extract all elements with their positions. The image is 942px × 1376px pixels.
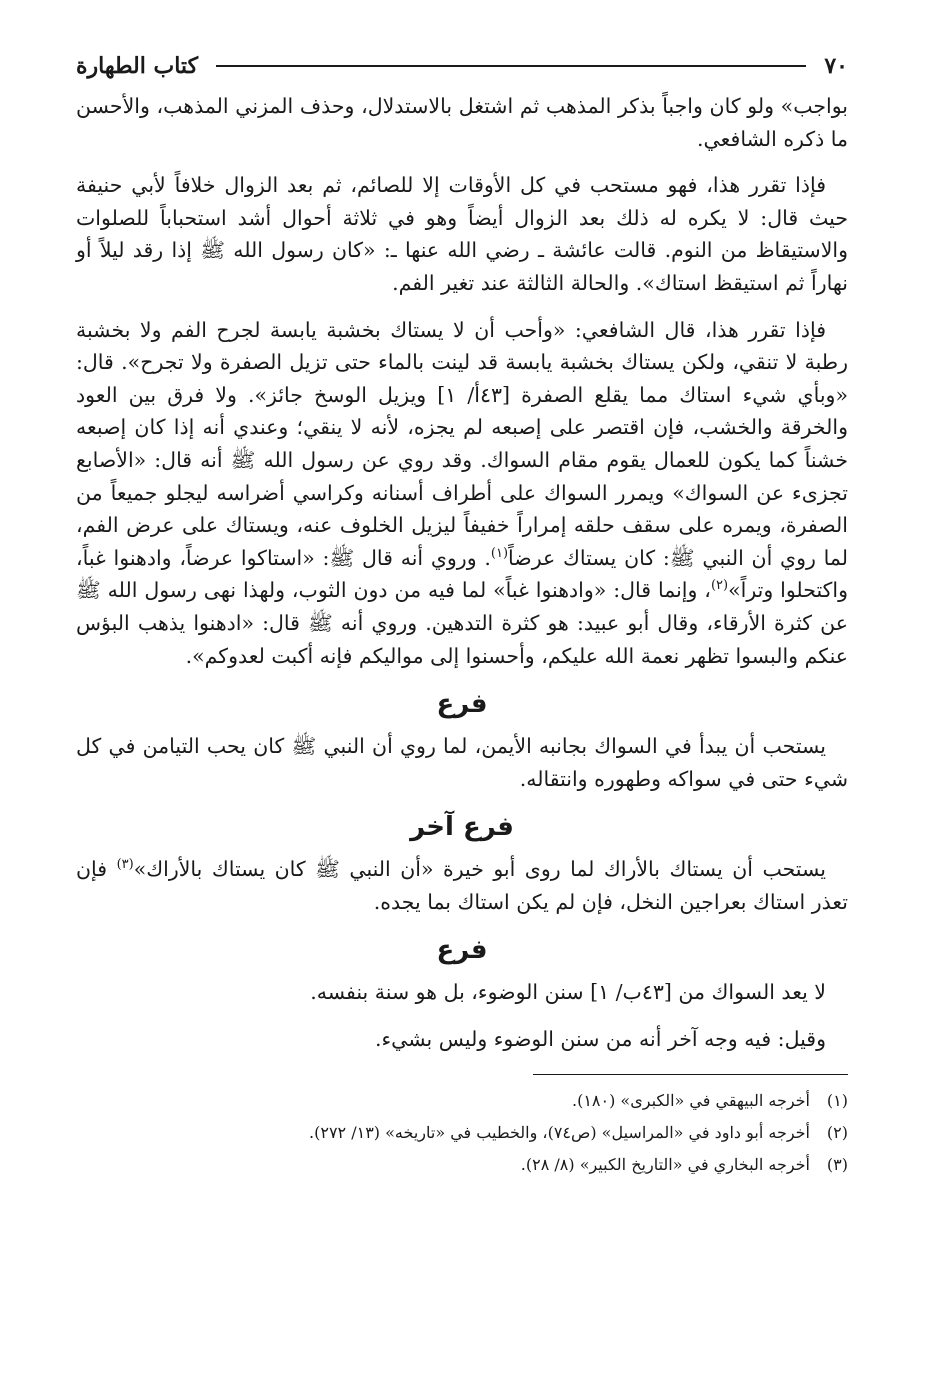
paragraph-not-wudu-sunna: لا يعد السواك من [٤٣ب/ ١] سنن الوضوء، بل هو سنة بنفسه.	[310, 980, 826, 1005]
footnotes	[76, 1085, 848, 1181]
paragraph-text: فإذا تقرر هذا، قال الشافعي: «وأحب أن لا يستاك بخشبة يابسة لجرح الفم ولا بخشبة رطبة لا تنقي، ولكن يستاك بخشبة يابسة قد لينت بالماء حتى تزيل الصفرة ولا تجرح». قال: «وبأي شيء استاك مما يقلع الصفرة [٤٣أ/ ١] ويزيل الوسخ جائز». ولا فرق بين العود والخرقة والخشب، فإن اقتصر على إصبعه لم يجزه، لأنه لا ينقي؛ وعندي أنه إذا كان إصبعه خشناً كما يكون للعمال يقوم مقام السواك. وقد روي عن رسول الله ﷺ أنه قال: «الأصابع تجزىء عن السواك» ويمرر السواك على أطراف أسنانه وكراسي أضراسه ليجلو جميعاً من الصفرة، ويمره على سقف حلقه إمراراً خفيفاً ليزيل الخلوف عنه، ويستاك على عرض الفم، لما روي أن النبي ﷺ: كان يستاك عرضاً	[76, 317, 849, 570]
footnote-text: أخرجه البخاري في «التاريخ الكبير» (٨/ ٢٨).	[520, 1154, 810, 1174]
footnote-2	[76, 1117, 848, 1149]
paragraph-text: فإن تعذر استاك بعراجين النخل، فإن لم يكن استاك بما يجده.	[76, 857, 848, 914]
page-number: ٧٠	[824, 53, 848, 79]
footnote-rule	[533, 1074, 848, 1075]
paragraph-continuation: بواجب» ولو كان واجباً بذكر المذهب ثم اشتغل بالاستدلال، وحذف المزني المذهب، والأحسن ما ذكره الشافعي.	[76, 94, 848, 151]
footnote-number: (٢)	[826, 1122, 848, 1142]
header-rule	[216, 65, 806, 67]
page-header	[76, 44, 848, 88]
section-heading-far-akhar: فرع آخر	[410, 812, 514, 843]
running-title: كتاب الطهارة	[76, 53, 199, 79]
paragraph-text: . وروي أنه قال ﷺ: «استاكوا عرضاً، وادهنوا غباً، واكتحلوا وتراً»	[76, 545, 848, 603]
footnote-text: أخرجه البيهقي في «الكبرى» (١٨٠).	[571, 1090, 810, 1110]
footnote-3	[76, 1149, 848, 1181]
section-heading-far: فرع	[436, 689, 488, 720]
footnote-text: أخرجه أبو داود في «المراسيل» (ص٧٤)، والخطيب في «تاريخه» (١٣/ ٢٧٢).	[309, 1122, 810, 1142]
paragraph-right-side: يستحب أن يبدأ في السواك بجانبه الأيمن، لما روي أن النبي ﷺ كان يحب التيامن في كل شيء حتى في سواكه وطهوره وانتقاله.	[76, 734, 848, 791]
footnote-number: (٣)	[826, 1154, 848, 1174]
footnote-1	[76, 1085, 848, 1117]
section-heading-far-2: فرع	[436, 935, 488, 966]
paragraph-siwak-times: فإذا تقرر هذا، فهو مستحب في كل الأوقات إلا للصائم، ثم بعد الزوال خلافاً لأبي حنيفة حيث قال: لا يكره له ذلك بعد الزوال أيضاً وهو في ثلاثة أحوال أشد استحباباً للصلوات والاستيقاظ من النوم. قالت عائشة ـ رضي الله عنها ـ: «كان رسول الله ﷺ إذا رقد ليلاً أو نهاراً ثم استيقظ استاك». والحالة الثالثة عند تغير الفم.	[76, 173, 848, 295]
paragraph-text: ، وإنما قال: «وادهنوا غباً» لما فيه من دون الثوب، ولهذا نهى رسول الله ﷺ عن كثرة الأرقاء، وقال أبو عبيد: هو كثرة التدهين. وروي أنه ﷺ قال: «ادهنوا يذهب البؤس عنكم والبسوا تظهر نعمة الله عليكم، وأحسنوا إلى مواليكم فإنه أكبت لعدوكم».	[76, 578, 848, 668]
paragraph-other-view: وقيل: فيه وجه آخر أنه من سنن الوضوء وليس بشيء.	[375, 1027, 826, 1052]
paragraph-siwak-method	[76, 314, 848, 673]
footnote-ref-1[interactable]: (١)	[490, 545, 509, 561]
paragraph-arak	[76, 853, 848, 918]
footnote-ref-2[interactable]: (٢)	[710, 578, 729, 594]
footnote-number: (١)	[826, 1090, 848, 1110]
footnote-ref-3[interactable]: (٣)	[116, 857, 134, 873]
paragraph-text: يستحب أن يستاك بالأراك لما روى أبو خيرة «أن النبي ﷺ كان يستاك بالأراك»	[133, 857, 826, 882]
